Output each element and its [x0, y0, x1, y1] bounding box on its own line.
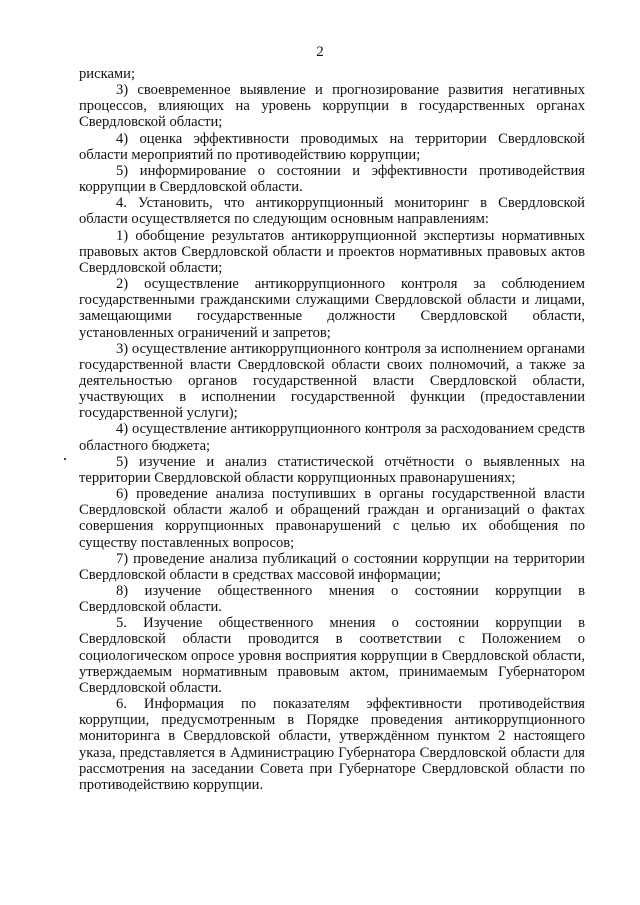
document-body	[79, 66, 585, 793]
paragraph-item-3: 3) своевременное выявление и прогнозирование развития негативных процессов, влияющих на уровень коррупции в государственных органах Свердловской области;	[79, 82, 585, 131]
paragraph-direction-8: 8) изучение общественного мнения о состоянии коррупции в Свердловской области.	[79, 583, 585, 616]
paragraph-direction-5: 5) изучение и анализ статистической отчётности о выявленных на территории Свердловской области коррупционных правонарушениях;	[79, 453, 585, 486]
scan-speck	[64, 458, 66, 460]
page-number: 2	[316, 44, 324, 60]
paragraph-direction-1: 1) обобщение результатов антикоррупционной экспертизы нормативных правовых актов Свердловской области и проектов нормативных правовых актов Свердловской области;	[79, 227, 585, 276]
paragraph-direction-4: 4) осуществление антикоррупционного контроля за расходованием средств областного бюджета;	[79, 421, 585, 454]
paragraph-direction-7: 7) проведение анализа публикаций о состоянии коррупции на территории Свердловской области в средствах массовой информации;	[79, 550, 585, 583]
paragraph-section-6: 6. Информация по показателям эффективности противодействия коррупции, предусмотренным в Порядке проведения антикоррупционного мониторинга в Свердловской области, утверждённом пунктом 2 настоящего указа, представляется в Администрацию Губернатора Свердловской области для рассмотрения на заседании Совета при Губернаторе Свердловской области по противодействию коррупции.	[79, 696, 585, 793]
paragraph-direction-2: 2) осуществление антикоррупционного контроля за соблюдением государственными гражданскими служащими Свердловской области и лицами, замещающими государственные должности Свердловской области, установленных ограничений и запретов;	[79, 276, 585, 341]
paragraph-item-5: 5) информирование о состоянии и эффективности противодействия коррупции в Свердловской области.	[79, 162, 585, 196]
paragraph-direction-6: 6) проведение анализа поступивших в органы государственной власти Свердловской области жалоб и обращений граждан и организаций о фактах совершения коррупционных правонарушений с целью их обобщения по существу поставленных вопросов;	[79, 486, 585, 551]
paragraph-item-4: 4) оценка эффективности проводимых на территории Свердловской области мероприятий по противодействию коррупции;	[79, 130, 585, 163]
paragraph-continuation: рисками;	[79, 66, 136, 82]
paragraph-section-4: 4. Установить, что антикоррупционный мониторинг в Свердловской области осуществляется по следующим основным направлениям:	[79, 195, 585, 228]
paragraph-section-5: 5. Изучение общественного мнения о состоянии коррупции в Свердловской области проводится в соответствии с Положением о социологическом опросе уровня восприятия коррупции в Свердловской области, утверждаемым нормативным правовым актом, принимаемым Губернатором Свердловской области.	[79, 615, 585, 696]
paragraph-direction-3: 3) осуществление антикоррупционного контроля за исполнением органами государственной власти Свердловской области своих полномочий, а также за деятельностью органов государственной власти Свердловской области, участвующих в исполнении государственной функции (предоставлении государственной услуги);	[79, 340, 585, 422]
